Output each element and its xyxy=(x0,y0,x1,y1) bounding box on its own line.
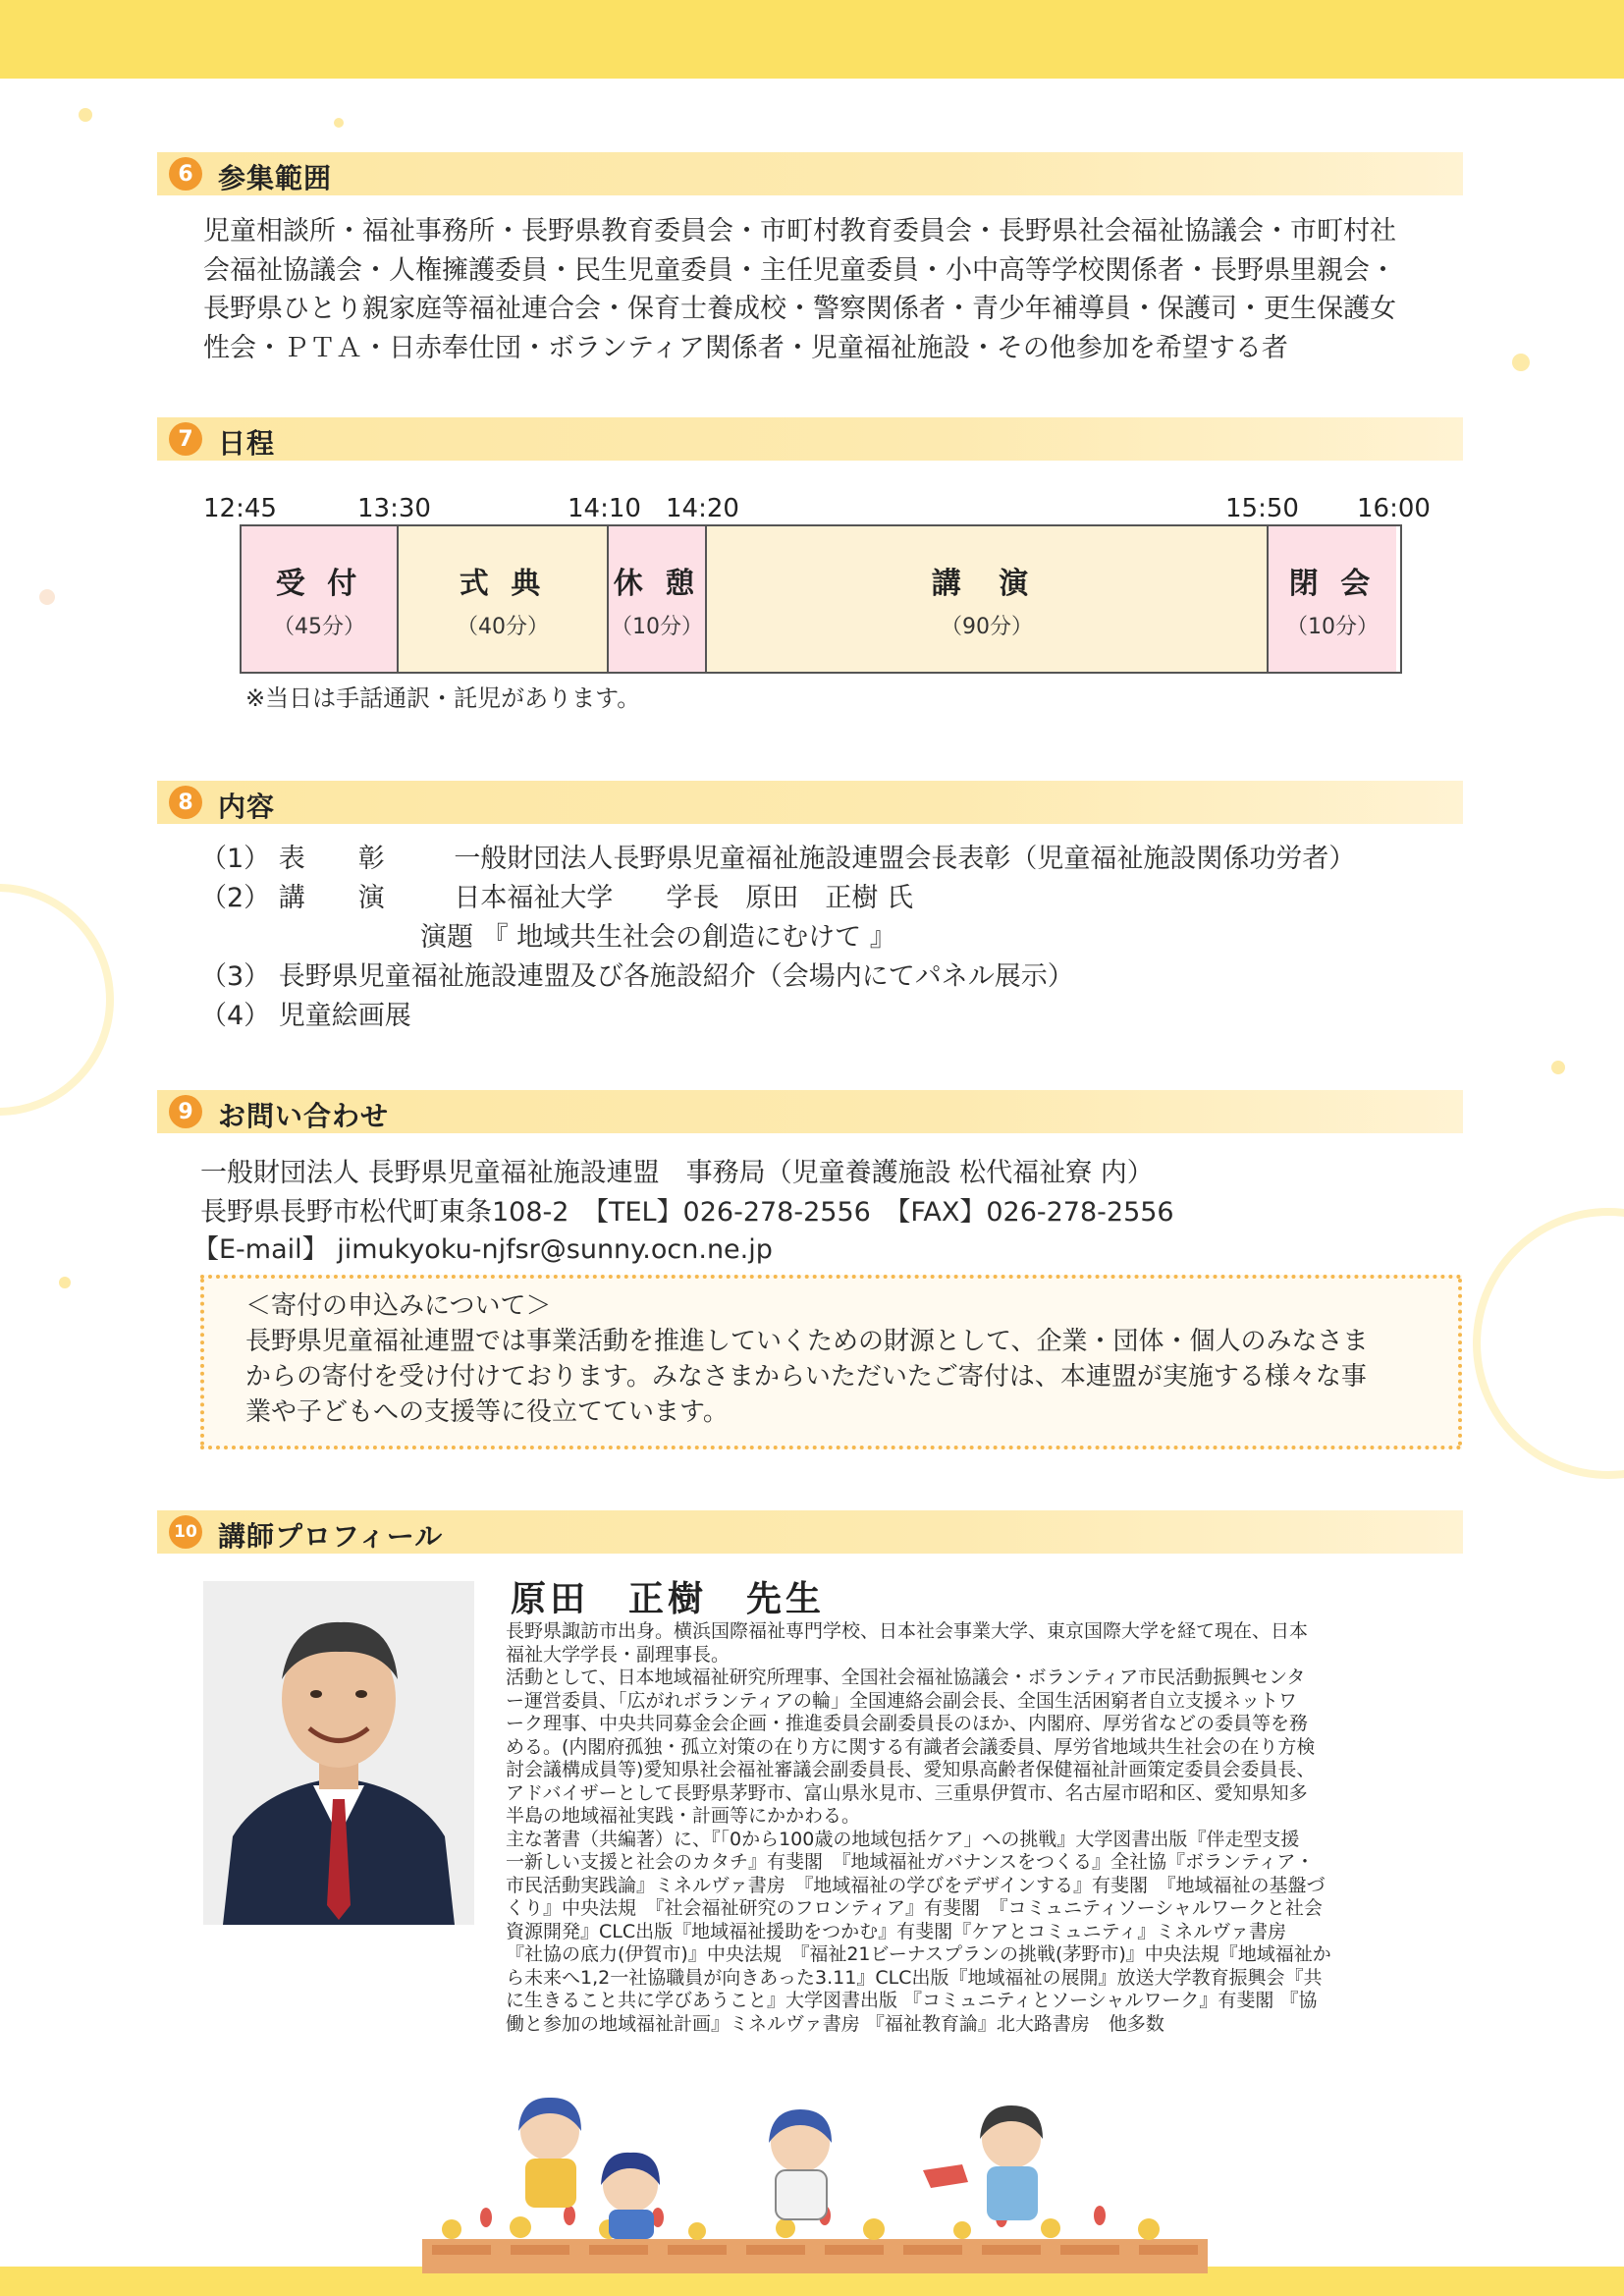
schedule-block-label: 講 演 xyxy=(931,566,1043,601)
schedule-block-lecture xyxy=(707,526,1269,672)
bio-line: 福祉大学学長・副理事長。 xyxy=(506,1643,731,1666)
content-item-text: 演題 『 地域共生社会の創造にむけて 』 xyxy=(420,922,896,953)
schedule-block-duration: （40分） xyxy=(457,614,549,639)
schedule-block-label: 受 付 xyxy=(275,566,363,601)
bio-line: 活動として、日本地域福祉研究所理事、全国社会福祉協議会・ボランティア市民活動振興センタ xyxy=(506,1667,1306,1688)
section-bar-6 xyxy=(157,152,1463,195)
decor-dot xyxy=(334,118,344,128)
schedule-block-break xyxy=(609,526,707,672)
content-item-heading: 講 演 xyxy=(278,883,385,913)
lecturer-name: 原田 正樹 先生 xyxy=(511,1579,826,1619)
bio-line: アドバイザーとして長野県茅野市、富山県氷見市、三重県伊賀市、名古屋市昭和区、愛知県知多 xyxy=(506,1781,1308,1804)
schedule-table xyxy=(240,524,1402,674)
bio-line: 市民活動実践論』ミネルヴァ書房 『地域福祉の学びをデザインする』有斐閣 『地域福祉の基盤づ xyxy=(506,1874,1326,1896)
bio-line: 主な著書（共編著）に、『「0から100歳の地域包括ケア」への挑戦』大学図書出版『伴走型支援 xyxy=(506,1828,1300,1850)
bio-line: ー運営委員、「広がれボランティアの輪」全国連絡会副会長、全国生活困窮者自立支援ネットワ xyxy=(506,1689,1297,1712)
bio-line: ら未来へ1,2一社協職員が向きあった3.11』CLC出版『地域福祉の展開』放送大学教育振興会『共 xyxy=(506,1966,1323,1989)
content-item-number: （4） xyxy=(200,1001,271,1031)
schedule-block-label: 式 典 xyxy=(459,566,547,601)
content-item xyxy=(420,915,896,954)
contact-organization: 一般財団法人 長野県児童福祉施設連盟 事務局（児童養護施設 松代福祉寮 内） xyxy=(200,1158,1154,1188)
bio-line: 半島の地域福祉実践・計画等にかかわる。 xyxy=(506,1805,861,1827)
content-item xyxy=(200,837,1355,875)
content-item xyxy=(200,955,1074,993)
lecturer-portrait-illustration xyxy=(203,1581,474,1925)
bio-line: 長野県諏訪市出身。横浜国際福祉専門学校、日本社会事業大学、東京国際大学を経て現在、日本 xyxy=(506,1620,1309,1642)
section-title-10: 講師プロフィール xyxy=(218,1520,444,1553)
schedule-block-duration: （45分） xyxy=(273,614,365,639)
decor-ring xyxy=(1473,1208,1624,1479)
schedule-block-duration: （10分） xyxy=(611,614,703,639)
schedule-time: 16:00 xyxy=(1357,494,1431,523)
contact-email[interactable]: 【E-mail】 jimukyoku-njfsr@sunny.ocn.ne.jp xyxy=(192,1234,773,1265)
participants-line: 長野県ひとり親家庭等福祉連合会・保育士養成校・警察関係者・青少年補導員・保護司・更生保護女 xyxy=(203,294,1396,324)
bio-line: 『社協の底力(伊賀市)』中央法規 『福祉21ビーナスプランの挑戦(茅野市)』中央法規『地域福祉か xyxy=(506,1943,1331,1965)
decor-dot xyxy=(59,1277,71,1288)
content-item-text: 一般財団法人長野県児童福祉施設連盟会長表彰（児童福祉施設関係功労者） xyxy=(454,844,1356,874)
schedule-block-closing xyxy=(1269,526,1396,672)
donation-line: 業や子どもへの支援等に役立てています。 xyxy=(245,1397,729,1427)
decor-dot xyxy=(1512,354,1530,371)
bio-line: 討会議構成員等)愛知県社会福祉審議会副委員長、愛知県高齢者保健福祉計画策定委員会委員長、 xyxy=(506,1759,1316,1780)
schedule-block-duration: （90分） xyxy=(941,614,1033,639)
content-item xyxy=(200,876,913,914)
schedule-time: 14:10 xyxy=(568,494,641,523)
content-item-number: （1） xyxy=(200,844,271,874)
schedule-block-label: 閉 会 xyxy=(1288,566,1377,601)
participants-line: 児童相談所・福祉事務所・長野県教育委員会・市町村教育委員会・長野県社会福祉協議会・市町村社 xyxy=(203,216,1396,246)
section-title-9: お問い合わせ xyxy=(218,1100,390,1132)
schedule-time: 12:45 xyxy=(203,494,277,523)
bio-line: に生きること共に学びあうこと』大学図書出版 『コミュニティとソーシャルワーク』有斐閣 『協 xyxy=(506,1990,1318,2011)
participants-text xyxy=(203,212,1396,367)
donation-line: からの寄付を受け付けております。みなさまからいただいたご寄付は、本連盟が実施する様々な事 xyxy=(245,1362,1367,1392)
content-item-number: （2） xyxy=(200,883,271,913)
schedule-block-duration: （10分） xyxy=(1286,614,1379,639)
schedule-time: 13:30 xyxy=(357,494,431,523)
top-yellow-band xyxy=(0,0,1624,79)
bio-line: 働と参加の地域福祉計画』ミネルヴァ書房 『福祉教育論』北大路書房 他多数 xyxy=(506,2012,1164,2035)
content-item-number: （3） xyxy=(200,961,271,992)
content-item-text: 児童絵画展 xyxy=(278,1001,411,1031)
bio-line: 一新しい支援と社会のカタチ』有斐閣 『地域福祉ガバナンスをつくる』全社協『ボランティア・ xyxy=(506,1851,1315,1873)
section-bar-7 xyxy=(157,417,1463,461)
donation-text xyxy=(245,1288,1368,1430)
content-item-text: 日本福祉大学 学長 原田 正樹 氏 xyxy=(454,883,913,913)
content-item-text: 長野県児童福祉施設連盟及び各施設紹介（会場内にてパネル展示） xyxy=(278,961,1074,992)
schedule-block-label: 休 憩 xyxy=(613,566,701,601)
section-title-6: 参集範囲 xyxy=(218,162,333,194)
decor-dot xyxy=(1551,1061,1565,1074)
section-title-7: 日程 xyxy=(218,427,276,460)
donation-title: ＜寄付の申込みについて＞ xyxy=(245,1291,552,1321)
section-number-9: 9 xyxy=(169,1095,202,1128)
lecturer-photo xyxy=(203,1581,474,1925)
section-bar-8 xyxy=(157,781,1463,824)
section-number-6: 6 xyxy=(169,157,202,191)
schedule-time: 15:50 xyxy=(1225,494,1299,523)
schedule-block-ceremony xyxy=(399,526,609,672)
decor-dot xyxy=(79,108,92,122)
content-item-heading: 表 彰 xyxy=(278,844,385,874)
decor-dot xyxy=(39,589,55,605)
section-number-8: 8 xyxy=(169,786,202,819)
lecturer-bio xyxy=(506,1620,1468,2036)
participants-line: 会福祉協議会・人権擁護委員・民生児童委員・主任児童委員・小中高等学校関係者・長野県里親会・ xyxy=(203,254,1396,286)
bio-line: ーク理事、中央共同募金会企画・推進委員会副委員長のほか、内閣府、厚労省などの委員等を務 xyxy=(506,1713,1309,1734)
participants-line: 性会・ＰＴＡ・日赤奉仕団・ボランティア関係者・児童福祉施設・その他参加を希望する者 xyxy=(203,332,1288,363)
bio-line: める。(内閣府孤独・孤立対策の在り方に関する有識者会議委員、厚労省地域共生社会の在り方検 xyxy=(506,1735,1316,1758)
contact-address: 長野県長野市松代町東条108-2 【TEL】026-278-2556 【FAX】026-278-2556 xyxy=(200,1197,1174,1228)
decor-ring xyxy=(0,884,114,1116)
content-item xyxy=(200,994,411,1032)
schedule-time: 14:20 xyxy=(666,494,739,523)
section-title-8: 内容 xyxy=(218,791,276,823)
bio-line: くり』中央法規 『社会福祉研究のフロンティア』有斐閣 『コミュニティソーシャルワークと社会 xyxy=(506,1897,1323,1919)
schedule-note: ※当日は手話通訳・託児があります。 xyxy=(245,684,641,712)
children-garden-illustration xyxy=(412,2092,1218,2273)
bio-line: 資源開発』CLC出版『地域福祉援助をつかむ』有斐閣『ケアとコミュニティ』ミネルヴァ書房 xyxy=(506,1920,1287,1942)
schedule-block-reception xyxy=(242,526,399,672)
section-number-7: 7 xyxy=(169,422,202,456)
donation-line: 長野県児童福祉連盟では事業活動を推進していくための財源として、企業・団体・個人のみなさま xyxy=(245,1327,1369,1356)
section-number-10: 10 xyxy=(169,1515,202,1549)
